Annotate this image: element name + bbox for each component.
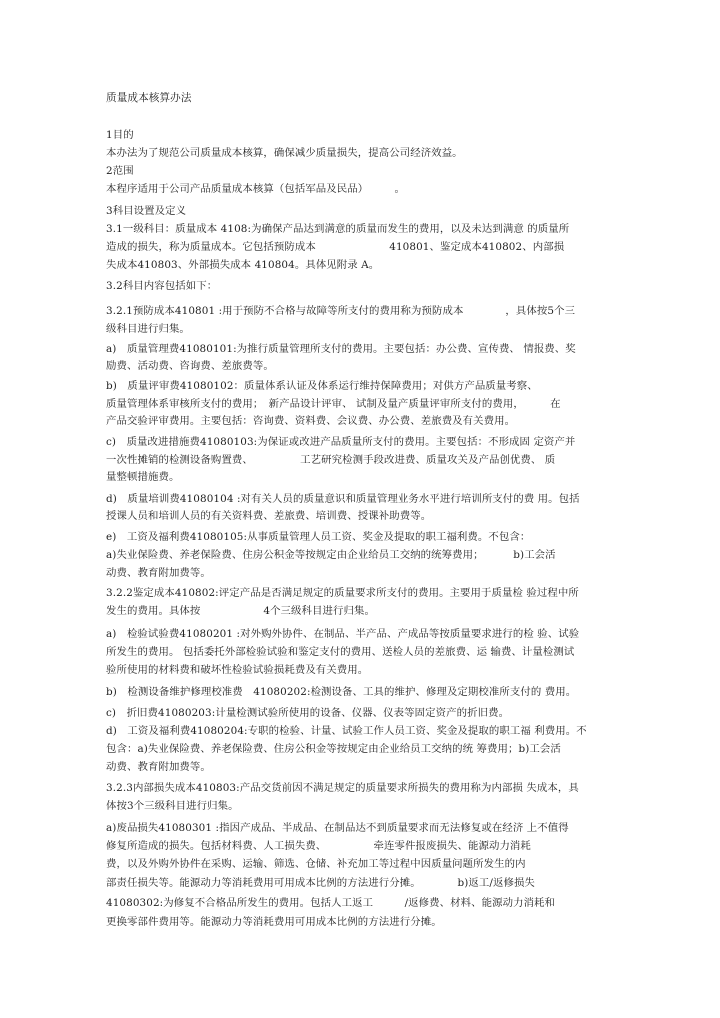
paragraph-line: 3.2.2鉴定成本410802:评定产品是否满足规定的质量要求所支付的费用。主要用于质量检 验过程中所 [106, 587, 579, 599]
paragraph-line: a)失业保险费、养老保险费、住房公积金等按规定由企业给员工交纳的统筹费用； b)工会活 [106, 549, 556, 561]
paragraph-line: 励费、活动费、咨询费、差旅费等。 [106, 360, 274, 372]
paragraph-line: 本程序适用于公司产品质量成本核算（包括军品及民品） 。 [106, 183, 406, 195]
paragraph-line: 一次性摊销的检测设备购置费、 工艺研究检测手段改进费、质量攻关及产品创优费、 质 [106, 454, 556, 466]
paragraph-line: c) 折旧费41080203:计量检测试验所使用的设备、仪器、仪表等固定资产的折旧费。 [106, 707, 510, 719]
paragraph-line: b) 检测设备维护修理校准费 41080202:检测设备、工具的维护、修理及定期校准所支付的 费用。 [106, 686, 577, 698]
paragraph-line: 动费、教育附加费等。 [106, 567, 211, 579]
paragraph-line: 发生的费用。具体按 4个三级科目进行归集。 [106, 605, 375, 617]
paragraph-line: c) 质量改进措施费41080103:为保证或改进产品质量所支付的费用。主要包括：不形成固 定资产并 [106, 436, 576, 448]
paragraph-line: 产品交验评审费用。主要包括：咨询费、资料费、会议费、办公费、差旅费及有关费用。 [106, 415, 516, 427]
paragraph-line: 包含：a)失业保险费、养老保险费、住房公积金等按规定由企业给员工交纳的统 筹费用；b)工会活 [106, 743, 561, 755]
paragraph-line: 更换零部件费用等。能源动力等消耗费用可用成本比例的方法进行分摊。 [106, 916, 442, 928]
document-title: 质量成本核算办法 [106, 92, 192, 104]
paragraph-line: 41080302:为修复不合格品所发生的费用。包括人工返工 /返修费、材料、能源动力消耗和 [106, 897, 556, 909]
paragraph-line: a) 质量管理费41080101:为推行质量管理所支付的费用。主要包括：办公费、宣传费、 情报费、奖 [106, 343, 576, 355]
paragraph-line: 失成本410803、外部损失成本 410804。具体见附录 A。 [106, 259, 380, 271]
paragraph-line: 验所使用的材料费和破坏性检验试验损耗费及有关费用。 [106, 664, 369, 676]
paragraph-line: d) 质量培训费41080104 :对有关人员的质量意识和质量管理业务水平进行培训所支付的费 用。包括 [106, 493, 580, 505]
paragraph-line: e) 工资及福利费41080105:从事质量管理人员工资、奖金及提取的职工福利费。不包含： [106, 531, 531, 543]
paragraph-line: 3.1一级科目：质量成本 4108:为确保产品达到满意的质量而发生的费用，以及未达到满意 的质量所 [106, 223, 570, 235]
paragraph-line: 体按3个三级科目进行归集。 [106, 800, 239, 812]
section-heading: 2范围 [106, 165, 134, 177]
paragraph-line: 3.2.1预防成本410801 :用于预防不合格与故障等所支付的费用称为预防成本 ，具体按5个三 [106, 305, 576, 317]
paragraph-line: 费，以及外购外协件在采购、运输、筛选、仓储、补充加工等过程中因质量问题所发生的内 [106, 858, 526, 870]
paragraph-line: d) 工资及福利费41080204:专职的检验、计量、试验工作人员工资、奖金及提取的职工福 利费用。不 [106, 725, 587, 737]
paragraph-line: a) 检验试验费41080201 :对外购外协件、在制品、半产品、产成品等按质量要求进行的检 验、试验 [106, 628, 580, 640]
paragraph-line: 所发生的费用。 包括委托外部检验试验和鉴定支付的费用、送检人员的差旅费、运 输费、计量检测试 [106, 646, 575, 658]
paragraph-line: 造成的损失，称为质量成本。它包括预防成本 410801、鉴定成本410802、内部损 [106, 241, 565, 253]
paragraph-line: 动费、教育附加费等。 [106, 761, 211, 773]
paragraph-line: 本办法为了规范公司质量成本核算，确保减少质量损失，提高公司经济效益。 [106, 147, 463, 159]
paragraph-line: 修复所造成的损失。包括材料费、人工损失费、 牵连零件报废损失、能源动力消耗 [106, 840, 531, 852]
paragraph-line: 量整顿措施费。 [106, 471, 180, 483]
section-heading: 3.2科目内容包括如下： [106, 280, 218, 292]
paragraph-line: b) 质量评审费41080102：质量体系认证及体系运行维持保障费用；对供方产品质量考察、 [106, 380, 538, 392]
section-heading: 3科目设置及定义 [106, 205, 187, 217]
paragraph-line: 质量管理体系审核所支付的费用； 新产品设计评审、 试制及量产质量评审所支付的费用， 在 [106, 398, 561, 410]
paragraph-line: 部责任损失等。能源动力等消耗费用可用成本比例的方法进行分摊。 b)返工/返修损失 [106, 877, 535, 889]
section-heading: 1目的 [106, 129, 134, 141]
paragraph-line: 级科目进行归集。 [106, 323, 190, 335]
paragraph-line: 授课人员和培训人员的有关资料费、差旅费、培训费、授课补助费等。 [106, 510, 432, 522]
paragraph-line: a)废品损失41080301 :指因产成品、半成品、在制品达不到质量要求而无法修复或在经济 上不值得 [106, 822, 569, 834]
paragraph-line: 3.2.3内部损失成本410803:产品交货前因不满足规定的质量要求所损失的费用称为内部损 失成本，具 [106, 782, 579, 794]
